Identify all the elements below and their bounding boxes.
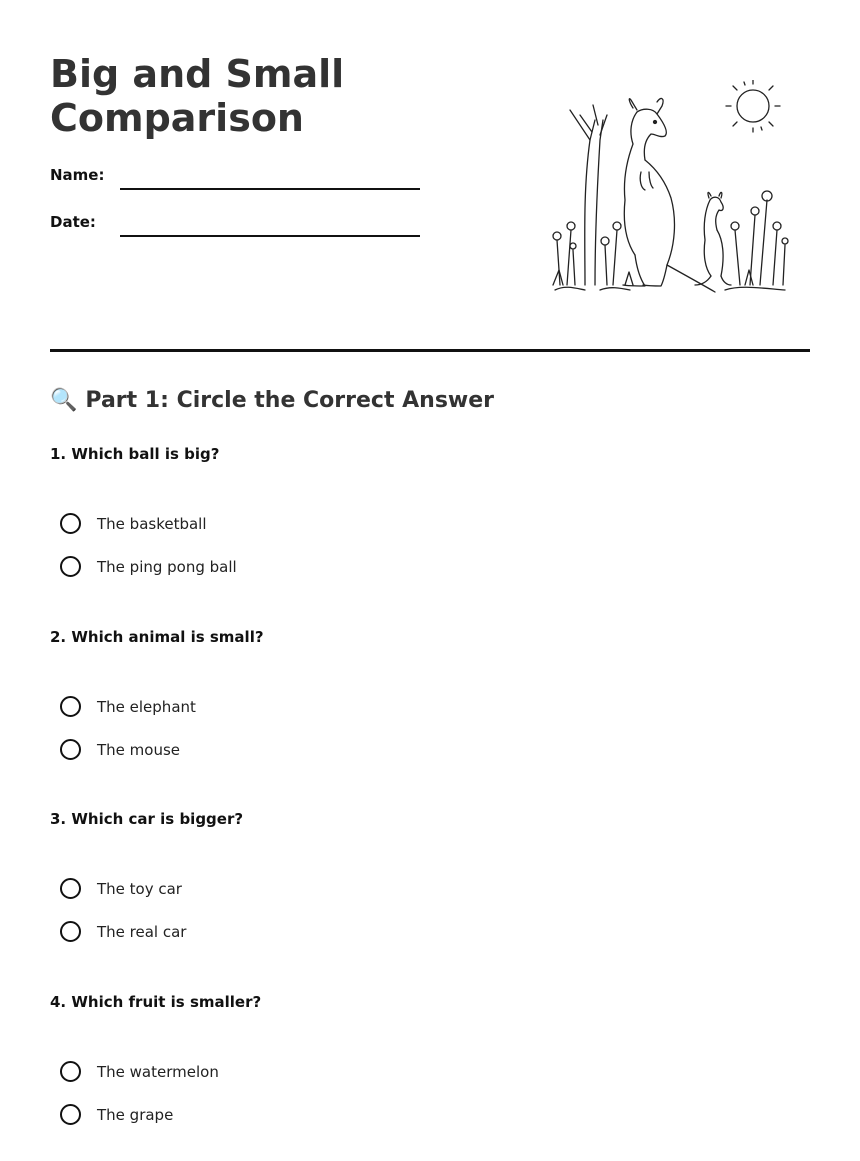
option-label: The ping pong ball	[97, 557, 237, 576]
option-ping-pong-ball[interactable]	[50, 554, 750, 579]
option-label: The real car	[97, 922, 187, 941]
option-real-car[interactable]	[50, 919, 750, 944]
page-title: Big and Small Comparison	[50, 52, 345, 140]
question-1	[50, 443, 750, 597]
question-text: 4. Which fruit is smaller?	[50, 993, 262, 1011]
option-toy-car[interactable]	[50, 876, 750, 901]
option-label: The toy car	[97, 879, 182, 898]
question-text: 3. Which car is bigger?	[50, 810, 244, 828]
question-2	[50, 626, 750, 780]
sun-icon	[726, 80, 780, 132]
kangaroo-illustration-icon	[545, 80, 795, 300]
name-field	[50, 160, 420, 190]
name-underline	[120, 188, 420, 190]
name-input[interactable]	[122, 162, 420, 188]
option-label: The mouse	[97, 740, 181, 759]
radio-circle[interactable]	[60, 739, 81, 760]
flowers-icon	[553, 191, 788, 290]
date-label: Date:	[50, 213, 96, 231]
question-text: 1. Which ball is big?	[50, 445, 220, 463]
radio-circle[interactable]	[60, 1104, 81, 1125]
section-heading	[50, 388, 494, 413]
option-mouse[interactable]	[50, 737, 750, 762]
question-text: 2. Which animal is small?	[50, 628, 264, 646]
tree-icon	[570, 105, 607, 285]
magnifier-icon: 🔍	[50, 388, 78, 413]
option-basketball[interactable]	[50, 511, 750, 536]
small-kangaroo-icon	[695, 192, 731, 285]
radio-circle[interactable]	[60, 921, 81, 942]
option-label: The elephant	[97, 697, 196, 716]
option-label: The watermelon	[97, 1062, 219, 1081]
name-label: Name:	[50, 166, 105, 184]
option-elephant[interactable]	[50, 694, 750, 719]
radio-circle[interactable]	[60, 513, 81, 534]
radio-circle[interactable]	[60, 696, 81, 717]
option-grape[interactable]	[50, 1102, 750, 1127]
question-3	[50, 808, 750, 962]
option-watermelon[interactable]	[50, 1059, 750, 1084]
date-field	[50, 207, 420, 237]
question-4	[50, 991, 750, 1145]
big-kangaroo-icon	[623, 99, 715, 292]
option-label: The grape	[97, 1105, 174, 1124]
radio-circle[interactable]	[60, 878, 81, 899]
radio-circle[interactable]	[60, 556, 81, 577]
option-label: The basketball	[97, 514, 207, 533]
radio-circle[interactable]	[60, 1061, 81, 1082]
section-title-text: Part 1: Circle the Correct Answer	[85, 388, 495, 413]
date-input[interactable]	[122, 209, 420, 235]
section-divider	[50, 349, 810, 352]
date-underline	[120, 235, 420, 237]
